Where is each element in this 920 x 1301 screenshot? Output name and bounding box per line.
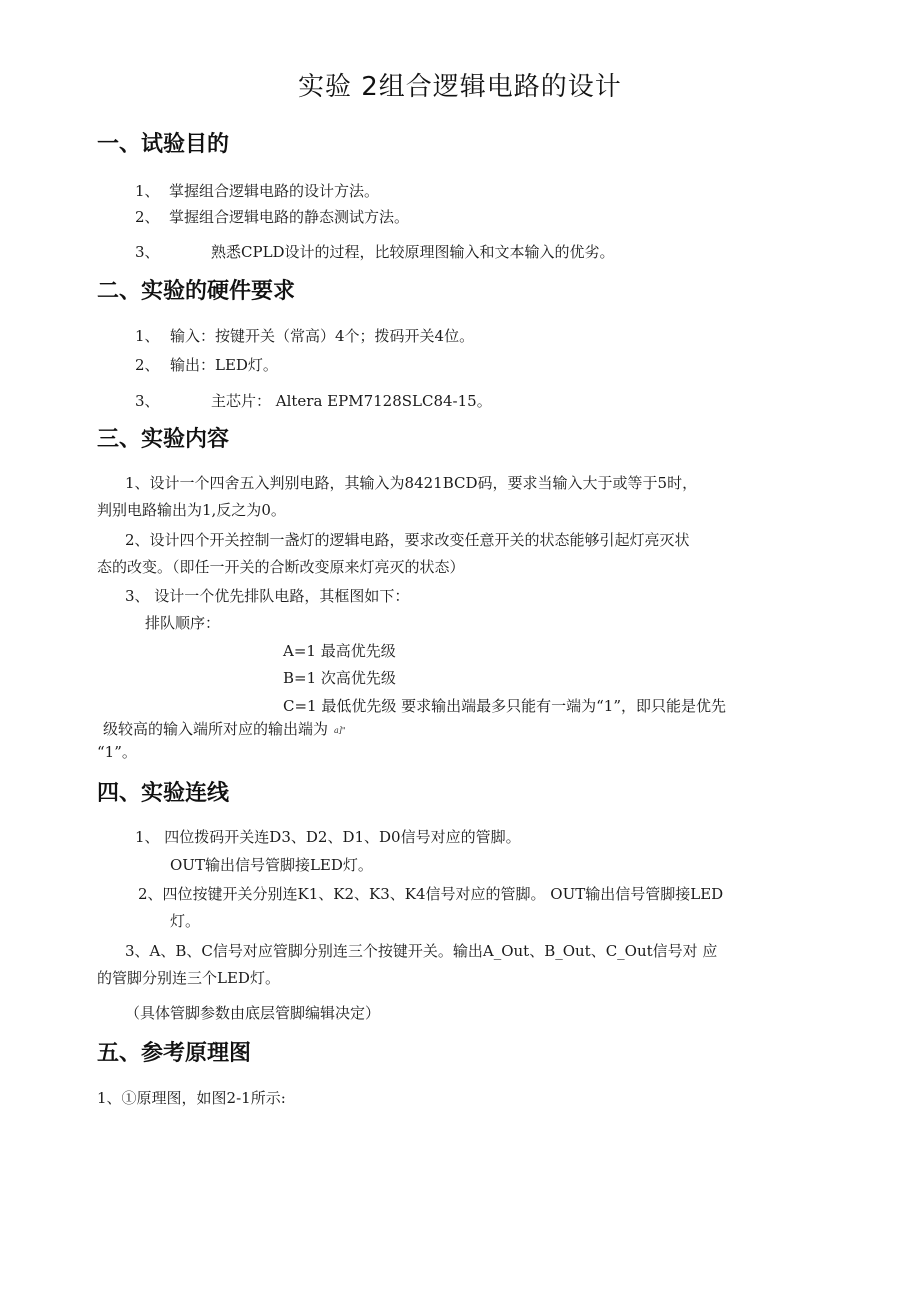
section-heading-1: 一、试验目的 (97, 132, 230, 157)
ocr-artifact: a]" (334, 725, 346, 735)
item-text: 输出：LED灯。 (170, 356, 278, 374)
paragraph-line: OUT输出信号管脚接LED灯。 (170, 856, 373, 874)
paragraph-line: 排队顺序： (145, 614, 221, 632)
section-heading-3: 三、实验内容 (97, 427, 230, 452)
item-number: 2、 (135, 356, 160, 374)
paragraph-line: 的管脚分别连三个LED灯。 (97, 969, 280, 987)
item-text: 掌握组合逻辑电路的静态测试方法。 (169, 208, 410, 226)
section-heading-4: 四、实验连线 (97, 781, 230, 806)
list-item (135, 180, 379, 201)
paragraph-line: 判别电路输出为1,反之为0。 (97, 501, 286, 519)
paragraph-line: 灯。 (170, 912, 201, 930)
list-item (135, 325, 474, 346)
item-text: 熟悉CPLD设计的过程，比较原理图输入和文本输入的优劣。 (211, 243, 615, 261)
paragraph-line: A=1 最高优先级 (283, 642, 396, 660)
item-text: 主芯片： Altera EPM7128SLC84-15。 (211, 392, 492, 410)
item-number: 2、 (135, 208, 160, 226)
item-number: 1、 (135, 182, 160, 200)
paragraph-line: 3、A、B、C信号对应管脚分别连三个按键开关。输出A_Out、B_Out、C_Out信号对 应 (125, 942, 718, 960)
paragraph-text: 级较高的输入端所对应的输出端为 (103, 720, 329, 738)
paragraph-line: “1”。 (97, 743, 137, 761)
paragraph-line: 2、四位按键开关分别连K1、K2、K3、K4信号对应的管脚。 OUT输出信号管脚接LED (138, 885, 724, 903)
paragraph-line: 1、设计一个四舍五入判别电路，其输入为8421BCD码，要求当输入大于或等于5时， (125, 474, 698, 492)
page-title: 实验 2组合逻辑电路的设计 (298, 72, 622, 102)
item-text: 掌握组合逻辑电路的设计方法。 (169, 182, 380, 200)
paragraph-line: 1、 四位拨码开关连D3、D2、D1、D0信号对应的管脚。 (135, 828, 521, 846)
item-number: 1、 (135, 327, 160, 345)
list-item (135, 390, 492, 411)
section-heading-2: 二、实验的硬件要求 (97, 279, 296, 304)
list-item (135, 241, 615, 262)
paragraph-line: 2、设计四个开关控制一盏灯的逻辑电路，要求改变任意开关的状态能够引起灯亮灭状 (125, 531, 690, 549)
item-number: 3、 (135, 392, 160, 410)
item-number: 3、 (135, 243, 160, 261)
paragraph-line: 态的改变。（即任一开关的合断改变原来灯亮灭的状态） (97, 558, 465, 576)
paragraph-line (103, 718, 346, 739)
list-item (135, 354, 278, 375)
item-text: 输入：按键开关（常高）4个；拨码开关4位。 (170, 327, 475, 345)
list-item (135, 206, 409, 227)
section-heading-5: 五、参考原理图 (97, 1041, 252, 1066)
paragraph-line: （具体管脚参数由底层管脚编辑决定） (125, 1004, 381, 1022)
paragraph-line: B=1 次高优先级 (283, 669, 396, 687)
paragraph-line: 1、①原理图，如图2-1所示: (97, 1089, 286, 1107)
paragraph-line: 3、 设计一个优先排队电路，其框图如下： (125, 587, 410, 605)
paragraph-line: C=1 最低优先级 要求输出端最多只能有一端为“1”，即只能是优先 (283, 697, 727, 715)
